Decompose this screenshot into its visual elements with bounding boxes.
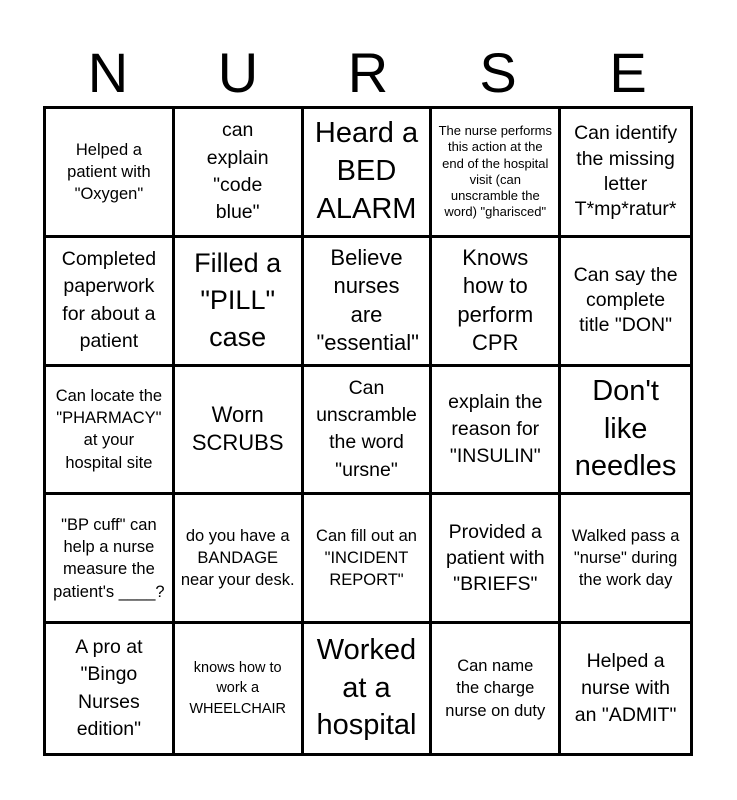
bingo-cell-text: Walked pass a "nurse" during the work day: [571, 526, 680, 590]
bingo-cell-text: Can fill out an "INCIDENT REPORT": [316, 526, 417, 590]
bingo-cell-text: Provided a patient with "BRIEFS": [445, 520, 545, 596]
bingo-cell-text: Filled a "PILL" case: [194, 247, 282, 353]
bingo-cell[interactable]: [561, 109, 690, 238]
header-letter-u: U: [217, 41, 259, 104]
bingo-cell-text: Believe nurses are "essential": [316, 244, 419, 356]
bingo-cell-text: Helped a nurse with an "ADMIT": [574, 649, 677, 727]
bingo-cell[interactable]: [175, 367, 304, 496]
bingo-cell[interactable]: [175, 238, 304, 367]
bingo-cell[interactable]: [561, 495, 690, 624]
bingo-cell[interactable]: [432, 367, 561, 496]
bingo-cell-text: Worked at a hospital: [316, 634, 417, 742]
bingo-cell-text: can explain "code blue": [206, 119, 269, 224]
header-letter-e: E: [609, 41, 647, 104]
bingo-cell[interactable]: [46, 238, 175, 367]
bingo-cell[interactable]: [561, 238, 690, 367]
bingo-cell-text: Helped a patient with "Oxygen": [67, 140, 151, 204]
bingo-board: [43, 106, 693, 756]
bingo-cell[interactable]: [175, 495, 304, 624]
bingo-cell-text: Heard a BED ALARM: [314, 117, 419, 225]
bingo-cell[interactable]: [175, 109, 304, 238]
bingo-cell-text: Knows how to perform CPR: [457, 244, 534, 356]
bingo-cell-text: Can name the charge nurse on duty: [445, 657, 546, 720]
bingo-cell-text: Don't like needles: [574, 374, 677, 483]
bingo-cell-text: "BP cuff" can help a nurse measure the patient's ____?: [53, 515, 165, 601]
bingo-cell-text: The nurse performs this action at the end of the hospital visit (can unscramble the word) "gharisced": [438, 123, 552, 220]
bingo-cell[interactable]: [46, 367, 175, 496]
bingo-cell[interactable]: [432, 624, 561, 753]
bingo-cell-text: knows how to work a WHEELCHAIR: [189, 660, 287, 717]
bingo-cell[interactable]: [432, 495, 561, 624]
bingo-cell[interactable]: [561, 624, 690, 753]
bingo-cell[interactable]: [175, 624, 304, 753]
header-letter-n: N: [87, 41, 129, 104]
bingo-cell-text: A pro at "Bingo Nurses edition": [75, 636, 143, 740]
bingo-header: [43, 40, 693, 106]
bingo-cell[interactable]: [46, 624, 175, 753]
bingo-cell[interactable]: [304, 238, 433, 367]
bingo-cell[interactable]: [46, 109, 175, 238]
bingo-cell[interactable]: [304, 495, 433, 624]
bingo-cell-text: Can say the complete title "DON": [573, 263, 678, 337]
bingo-cell[interactable]: [304, 624, 433, 753]
bingo-cell-text: Can locate the "PHARMACY" at your hospital site: [55, 386, 163, 472]
bingo-cell[interactable]: [561, 367, 690, 496]
bingo-cell[interactable]: [304, 367, 433, 496]
header-letter-r: R: [347, 41, 389, 104]
bingo-cell-text: explain the reason for "INSULIN": [448, 390, 543, 468]
bingo-cell[interactable]: [46, 495, 175, 624]
bingo-cell-text: Can unscramble the word "ursne": [316, 376, 417, 481]
bingo-cell-text: Can identify the missing letter T*mp*ratur*: [574, 122, 678, 221]
bingo-cell[interactable]: [304, 109, 433, 238]
bingo-cell-text: do you have a BANDAGE near your desk.: [180, 526, 295, 590]
header-letter-s: S: [479, 41, 517, 104]
bingo-cell[interactable]: [432, 238, 561, 367]
bingo-cell-text: Completed paperwork for about a patient: [61, 248, 157, 352]
bingo-cell-text: Worn SCRUBS: [191, 401, 284, 456]
bingo-cell[interactable]: [432, 109, 561, 238]
